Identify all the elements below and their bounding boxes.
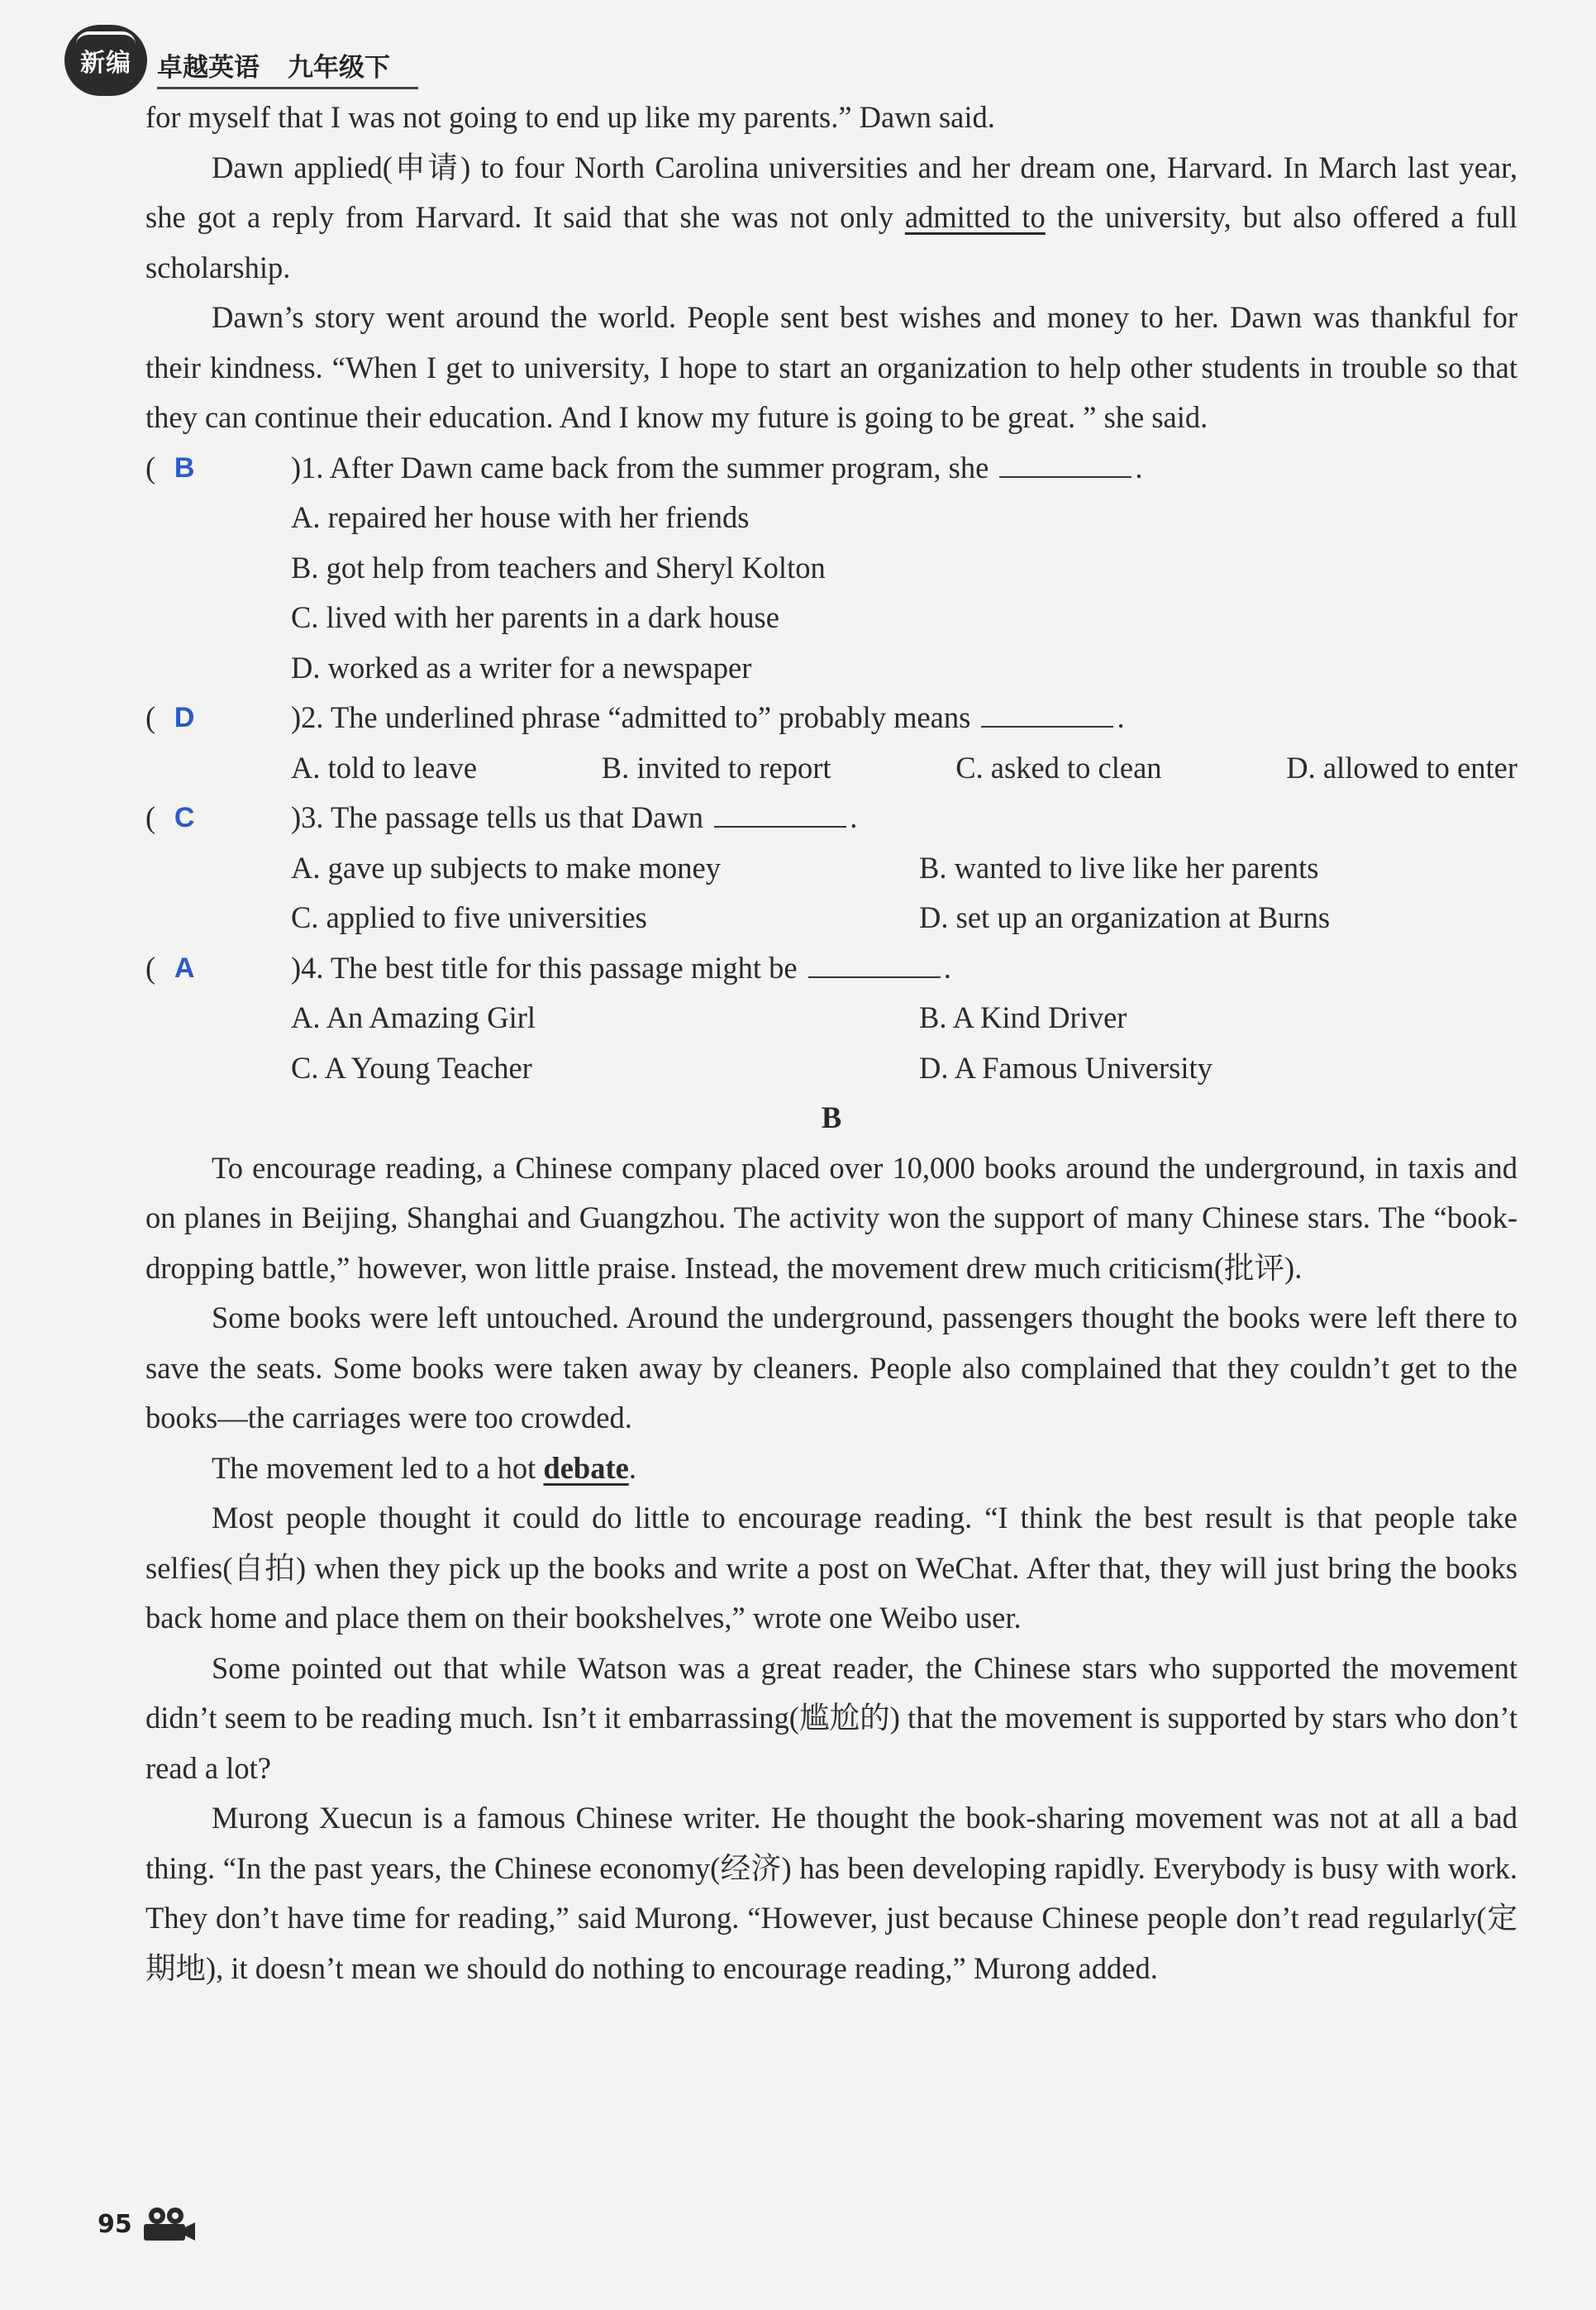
option: B. got help from teachers and Sheryl Kolton xyxy=(291,550,826,585)
logo-label: 新编 xyxy=(80,49,131,78)
option-row xyxy=(145,993,1517,1043)
option: D. allowed to enter xyxy=(1286,750,1517,785)
section-heading: B xyxy=(821,1100,842,1134)
question-stem: )4. The best title for this passage might be xyxy=(291,950,798,985)
answer-blank xyxy=(981,698,1113,728)
text-span: . xyxy=(628,1450,636,1485)
option: D. set up an organization at Burns xyxy=(919,900,1331,934)
book-logo xyxy=(64,25,147,96)
answer-blank xyxy=(999,448,1131,478)
question-2: ( D )2. The underlined phrase “admitted to” probably means . xyxy=(145,693,1517,743)
passage-a-p2 xyxy=(145,143,1517,294)
option: D. A Famous University xyxy=(919,1050,1212,1085)
option: A. told to leave xyxy=(291,750,478,785)
passage-a-p3: Dawn’s story went around the world. People sent best wishes and money to her. Dawn was thankful for their kindness. “When I get to university, I hope to start an organization to help other students in trouble so that they can continue their education. And I know my future is going to be great. ” she said. xyxy=(145,300,1517,434)
question-1: ( B )1. After Dawn came back from the summer program, she . xyxy=(145,443,1517,494)
page-footer xyxy=(98,2206,197,2242)
option: B. invited to report xyxy=(601,750,831,785)
underlined-phrase: admitted to xyxy=(904,200,1046,234)
option-row xyxy=(145,893,1517,943)
answer-bracket: ( D xyxy=(145,693,291,743)
option-row xyxy=(145,1043,1517,1094)
page-header xyxy=(64,25,418,96)
page-number: 95 xyxy=(98,2209,132,2239)
option-row xyxy=(145,743,1517,794)
text-span: the university, but also offered a full scholarship. xyxy=(145,200,1517,284)
passage-b-p4: Most people thought it could do little to encourage reading. “I think the best result is that people take selfies(自拍) when they pick up the books and write a post on WeChat. After that, they will just bring the books back home and place them on their bookshelves,” wrote one Weibo user. xyxy=(145,1501,1517,1635)
book-icon xyxy=(76,31,136,45)
camera-icon xyxy=(139,2206,197,2242)
option: C. lived with her parents in a dark house xyxy=(291,600,779,634)
answer-mark: B xyxy=(174,451,195,484)
passage-b-p2: Some books were left untouched. Around the underground, passengers thought the books were left there to save the seats. Some books were taken away by cleaners. People also complained that they couldn’t get to the books—the carriages were too crowded. xyxy=(145,1301,1517,1434)
grade-label: 九年级下 xyxy=(288,53,390,83)
option: A. gave up subjects to make money xyxy=(291,850,722,885)
passage-b-p5: Some pointed out that while Watson was a great reader, the Chinese stars who supported the movement didn’t seem to be reading much. Isn’t it embarrassing(尴尬的) that the movement is supported by stars who don’t read a lot? xyxy=(145,1650,1517,1785)
question-4: ( A )4. The best title for this passage might be . xyxy=(145,943,1517,994)
option: C. asked to clean xyxy=(955,750,1162,785)
passage-b-p6: Murong Xuecun is a famous Chinese writer. He thought the book-sharing movement was not at all a bad thing. “In the past years, the Chinese economy(经济) has been developing rapidly. Everybody is busy with work. They don’t have time for reading,” said Murong. “However, just because Chinese people don’t read regularly(定期地), it doesn’t mean we should do nothing to encourage reading,” Murong added. xyxy=(145,1801,1517,1985)
header-title xyxy=(157,46,418,89)
underlined-word: debate xyxy=(543,1450,629,1485)
passage-a-p1: for myself that I was not going to end up like my parents.” Dawn said. xyxy=(145,100,995,134)
option-row xyxy=(145,843,1517,894)
passage-b-p3 xyxy=(145,1444,1517,1494)
option: C. applied to five universities xyxy=(291,900,647,934)
page-content xyxy=(145,93,1517,1993)
book-title: 卓越英语 xyxy=(157,53,260,83)
answer-mark: D xyxy=(174,702,195,733)
answer-blank xyxy=(714,798,846,828)
answer-bracket: ( C xyxy=(145,793,291,843)
option: A. An Amazing Girl xyxy=(291,1000,536,1034)
answer-blank xyxy=(808,948,941,978)
answer-bracket: ( A xyxy=(145,943,291,994)
text-span: Dawn applied(申请) to four North Carolina universities and her dream one, Harvard. In March last year, she got a reply from Harvard. It said that she was not only xyxy=(145,150,1517,234)
passage-b-p1: To encourage reading, a Chinese company placed over 10,000 books around the underground, in taxis and on planes in Beijing, Shanghai and Guangzhou. The activity won the support of many Chinese stars. The “book-dropping battle,” however, won little praise. Instead, the movement drew much criticism(批评). xyxy=(145,1150,1517,1285)
option: D. worked as a writer for a newspaper xyxy=(291,650,752,685)
text-span: The movement led to a hot xyxy=(212,1450,544,1485)
answer-mark: A xyxy=(174,952,195,984)
option: B. A Kind Driver xyxy=(919,1000,1127,1034)
question-stem: )2. The underlined phrase “admitted to” probably means xyxy=(291,700,971,734)
question-stem: )1. After Dawn came back from the summer program, she xyxy=(291,450,989,484)
option: B. wanted to live like her parents xyxy=(919,850,1319,885)
question-3: ( C )3. The passage tells us that Dawn . xyxy=(145,793,1517,843)
answer-mark: C xyxy=(174,802,195,833)
option: A. repaired her house with her friends xyxy=(291,500,750,534)
answer-bracket: ( B xyxy=(145,443,291,494)
option: C. A Young Teacher xyxy=(291,1050,532,1085)
question-stem: )3. The passage tells us that Dawn xyxy=(291,800,704,834)
